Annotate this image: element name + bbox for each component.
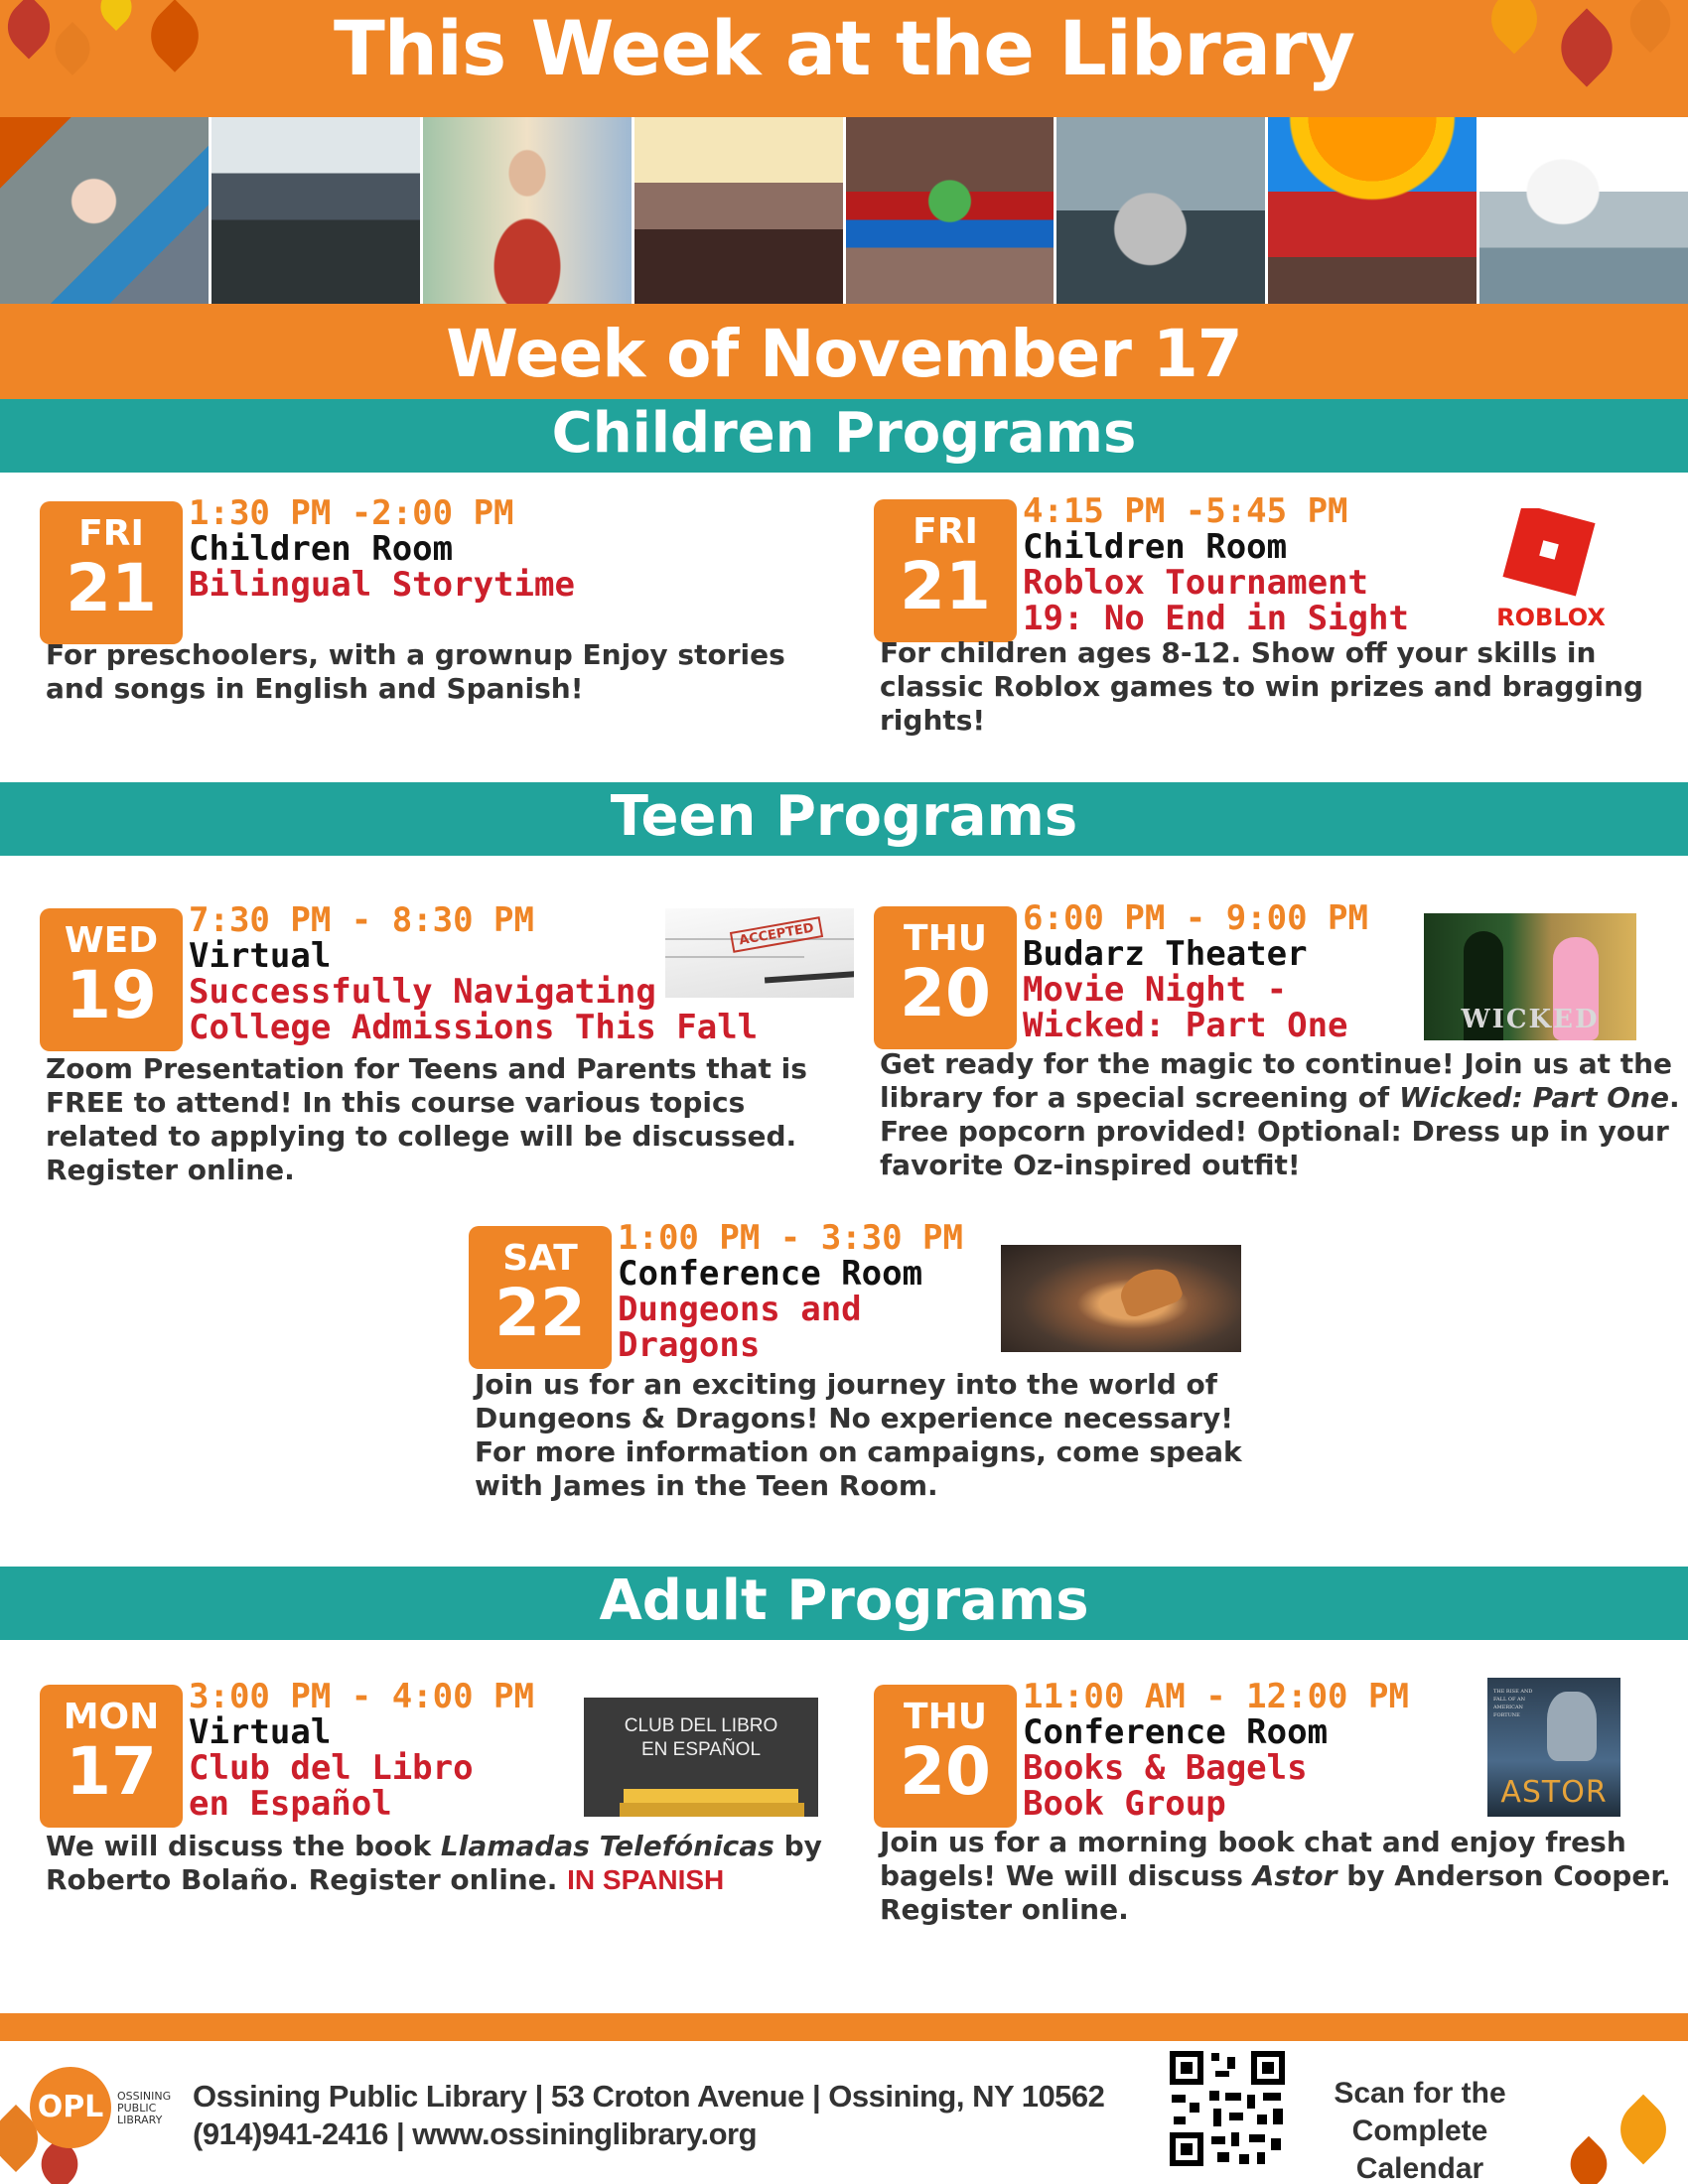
pen-icon <box>765 971 854 984</box>
leaf-decoration <box>1609 2095 1679 2165</box>
event-description: Join us for an exciting journey into the world of Dungeons & Dragons! No experience necessary! For more information on campaigns, come speak with James in the Teen Room. <box>475 1368 1242 1502</box>
date-badge <box>874 906 1017 1049</box>
badge-day: FRI <box>78 513 144 554</box>
event-title: en Español <box>189 1784 392 1824</box>
event-title: Dragons <box>618 1325 761 1365</box>
event-time: 4:15 PM -5:45 PM <box>1023 491 1348 531</box>
footer-contact: (914)941-2416 | www.ossininglibrary.org <box>193 2116 758 2151</box>
photo-stuffed-animal <box>1056 117 1268 304</box>
event-time: 1:00 PM - 3:30 PM <box>618 1218 963 1258</box>
badge-date: 17 <box>66 1733 157 1810</box>
astor-book-cover <box>1487 1678 1620 1817</box>
qr-code-icon <box>1166 2047 1289 2170</box>
roblox-square-icon <box>1502 508 1595 597</box>
section-adult <box>0 1567 1688 1640</box>
footer-bar <box>0 2013 1688 2041</box>
event-time: 11:00 AM - 12:00 PM <box>1023 1677 1409 1716</box>
photo-storytime-reader <box>1268 117 1479 304</box>
accepted-stamp: ACCEPTED <box>730 916 823 953</box>
event-title: Bilingual Storytime <box>189 565 575 605</box>
event-header <box>1023 493 1409 636</box>
photo-book-display <box>846 117 1057 304</box>
photo-baby-crawling <box>0 117 211 304</box>
event-title: Book Group <box>1023 1784 1226 1824</box>
photo-computer-lab <box>211 117 423 304</box>
event-location: Children Room <box>189 529 454 569</box>
event-location: Conference Room <box>618 1254 923 1294</box>
description-text: . Free popcorn provided! Optional: Dress up in your favorite Oz-inspired outfit! <box>880 1081 1680 1181</box>
wicked-movie-poster <box>1424 913 1636 1040</box>
event-description <box>880 1826 1684 1927</box>
description-text: by Roberto Bolaño. Register online. <box>46 1830 822 1896</box>
cover-title: ASTOR <box>1500 1775 1608 1810</box>
date-badge <box>874 499 1017 642</box>
roblox-logo <box>1489 508 1609 637</box>
event-bilingual-storytime <box>40 493 834 720</box>
date-badge <box>40 908 183 1051</box>
badge-date: 21 <box>900 548 991 624</box>
event-title: Movie Night - <box>1023 970 1288 1010</box>
event-time: 1:30 PM -2:00 PM <box>189 493 514 533</box>
event-location: Budarz Theater <box>1023 934 1308 974</box>
section-title: Teen Programs <box>610 784 1078 849</box>
event-title: Roblox Tournament <box>1023 563 1368 603</box>
event-time: 6:00 PM - 9:00 PM <box>1023 898 1368 938</box>
event-time: 7:30 PM - 8:30 PM <box>189 900 534 940</box>
event-location: Conference Room <box>1023 1712 1329 1752</box>
opl-logo: OPL <box>30 2067 111 2148</box>
description-text: We will discuss the book <box>46 1830 441 1862</box>
title-banner <box>0 0 1688 117</box>
badge-day: THU <box>904 918 987 959</box>
badge-day: MON <box>63 1697 160 1737</box>
description-text: by Anderson Cooper. Register online. <box>880 1859 1671 1926</box>
badge-day: THU <box>904 1697 987 1737</box>
description-text: Join us for a morning book chat and enjoy fresh bagels! We will discuss <box>880 1826 1626 1892</box>
badge-date: 21 <box>66 550 157 626</box>
cover-subtitle: THE RISE AND FALL OF AN AMERICAN FORTUNE <box>1493 1689 1533 1718</box>
logo-text: OSSINING PUBLIC LIBRARY <box>117 2090 172 2126</box>
language-note: IN SPANISH <box>567 1864 725 1895</box>
book-title-italic: Llamadas Telefónicas <box>440 1830 774 1862</box>
event-title: 19: No End in Sight <box>1023 599 1409 638</box>
footer-address: Ossining Public Library | 53 Croton Avenue | Ossining, NY 10562 <box>193 2079 1105 2114</box>
event-description: For preschoolers, with a grownup Enjoy stories and songs in English and Spanish! <box>46 638 785 705</box>
event-title: Books & Bagels <box>1023 1748 1308 1788</box>
scan-instructions <box>1301 2075 1539 2184</box>
section-children <box>0 399 1688 473</box>
photo-strip <box>0 117 1688 304</box>
section-teen <box>0 782 1688 856</box>
badge-date: 19 <box>66 957 157 1033</box>
section-title: Adult Programs <box>599 1569 1089 1633</box>
event-description: Zoom Presentation for Teens and Parents that is FREE to attend! In this course various topics related to applying to college will be discussed. Register online. <box>46 1052 807 1186</box>
dragon-artwork <box>1001 1245 1241 1352</box>
event-location: Children Room <box>1023 527 1288 567</box>
badge-date: 20 <box>900 955 991 1031</box>
description-text: Get ready for the magic to continue! Join us at the library for a special screening of <box>880 1047 1673 1114</box>
leaf-decoration <box>1561 2136 1618 2184</box>
date-badge <box>874 1685 1017 1828</box>
photo-library-visitors <box>634 117 846 304</box>
photo-boy-with-prize <box>423 117 634 304</box>
event-title: Dungeons and <box>618 1290 862 1329</box>
badge-day: WED <box>64 920 159 961</box>
event-description <box>46 1830 860 1897</box>
image-caption: CLUB DEL LIBRO <box>624 1715 778 1736</box>
page-title: This Week at the Library <box>333 4 1355 92</box>
event-header <box>189 1679 534 1822</box>
event-title: College Admissions This Fall <box>189 1008 759 1047</box>
roblox-wordmark: ROBLOX <box>1496 604 1606 631</box>
event-location: Virtual <box>189 1712 332 1752</box>
event-time: 3:00 PM - 4:00 PM <box>189 1677 534 1716</box>
badge-date: 20 <box>900 1733 991 1810</box>
event-header <box>618 1220 963 1363</box>
photo-teen-crafting <box>1479 117 1688 304</box>
qr-code[interactable] <box>1166 2047 1289 2170</box>
event-location: Virtual <box>189 936 332 976</box>
book-title-italic: Astor <box>1252 1859 1337 1892</box>
event-title: Successfully Navigating <box>189 972 656 1012</box>
club-del-libro-image <box>584 1698 818 1817</box>
scan-line: Complete Calendar <box>1351 2115 1488 2184</box>
event-header <box>189 495 575 603</box>
section-title: Children Programs <box>551 401 1137 466</box>
event-title: Wicked: Part One <box>1023 1006 1348 1045</box>
movie-title-italic: Wicked: Part One <box>1398 1081 1669 1114</box>
event-description: For children ages 8-12. Show off your skills in classic Roblox games to win prizes and bragging rights! <box>880 636 1644 737</box>
badge-day: SAT <box>502 1238 578 1279</box>
week-title: Week of November 17 <box>446 316 1242 392</box>
date-badge <box>40 1685 183 1828</box>
event-description <box>880 1047 1688 1182</box>
poster-title: WICKED <box>1461 1005 1600 1034</box>
event-title: Club del Libro <box>189 1748 474 1788</box>
event-header <box>1023 900 1368 1043</box>
date-badge <box>469 1226 612 1369</box>
image-caption: EN ESPAÑOL <box>640 1739 762 1760</box>
badge-date: 22 <box>494 1275 586 1351</box>
scan-line: Scan for the <box>1334 2077 1506 2110</box>
date-badge <box>40 501 183 644</box>
week-banner <box>0 304 1688 399</box>
college-letter-photo <box>665 908 854 998</box>
event-header <box>1023 1679 1409 1822</box>
badge-day: FRI <box>913 511 978 552</box>
